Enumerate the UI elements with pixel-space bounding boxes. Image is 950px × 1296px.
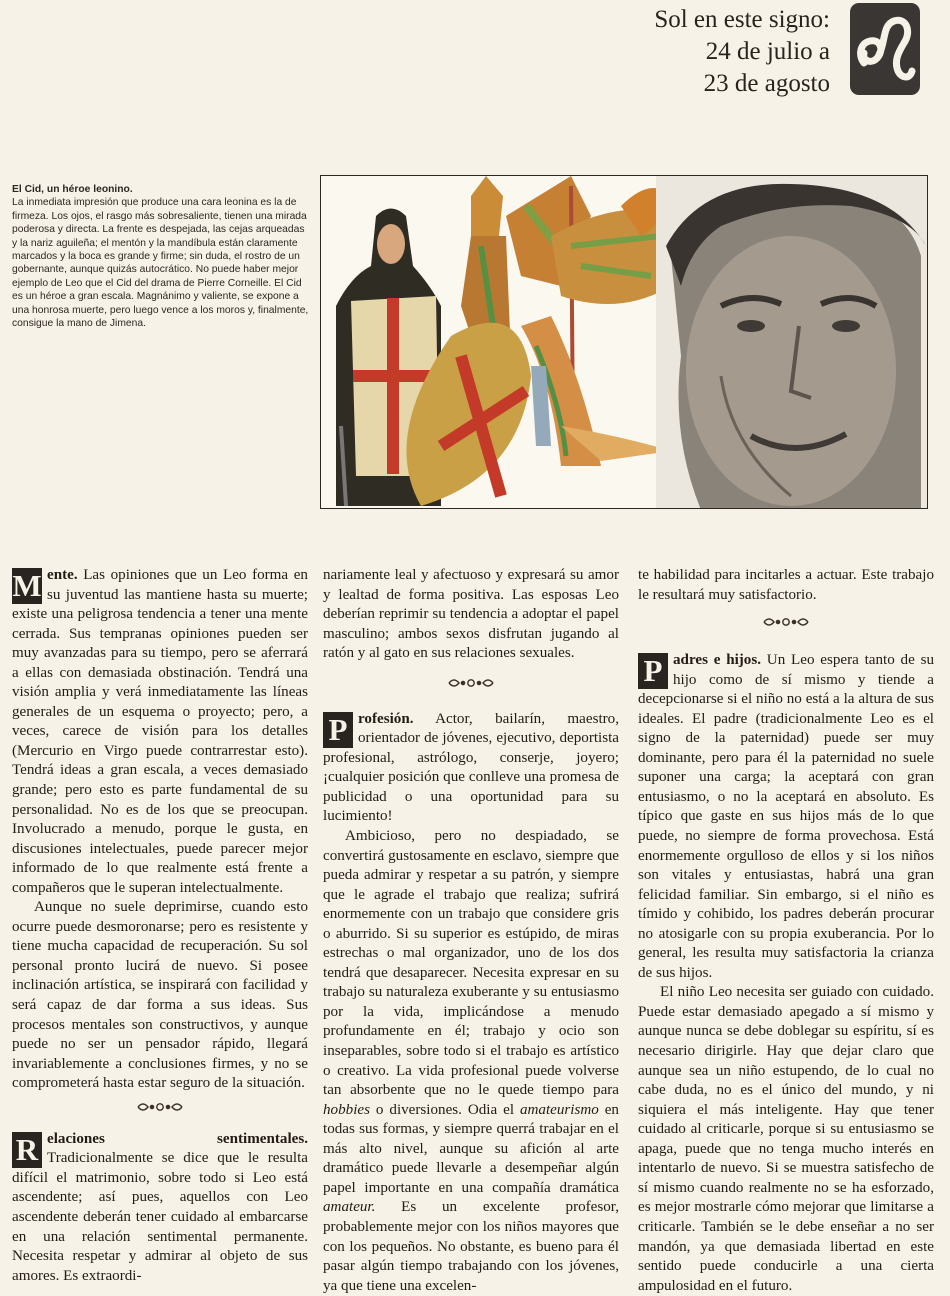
el-cid-artwork xyxy=(321,176,928,509)
column-1 xyxy=(12,566,308,1286)
mente-paragraph-2: Aunque no suele deprimirse, cuando esto ocurre puede desmoronarse; pero es resistente y tiene mucha capacidad de recuperación. Su sol personal pronto lucirá de nuevo. Si posee inclinación artística, se inspirará con facilidad y será capaz de dar forma a sus ideas. Sus procesos mentales son constructivos, y aunque puede no ser un pensador rápido, llegará invariablemente a conclusiones firmes, y no se comprometerá hasta estar seguro de la situación. xyxy=(12,899,308,1092)
caption-text: La inmediata impresión que produce una cara leonina es la de firmeza. Los ojos, el rasgo más sobresaliente, tienen una mirada poderosa y directa. La frente es despejada, las cejas arqueadas y la nariz aguileña; el mentón y la mandíbula están claramente marcados y la boca es grande y firme; sin duda, el rostro de un gobernante, aunque quizás autocrático. No puede haber mejor ejemplo de Leo que el Cid del drama de Pierre Corneille. El Cid es un héroe a gran escala. Magnánimo y valiente, se expone a una honrosa muerte, pero luego vence a los moros y, finalmente, consigue la mano de Jimena. xyxy=(12,197,309,330)
column-3 xyxy=(638,566,934,1296)
dropcap-p: P xyxy=(323,712,353,748)
heading-profesion: rofesión. xyxy=(358,710,414,727)
leo-symbol-icon xyxy=(850,3,920,95)
dropcap-m: M xyxy=(12,568,42,603)
section-padres-hijos xyxy=(638,651,934,983)
relaciones-continued: nariamente leal y afectuoso y expresará su amor y lealtad de forma positiva. Las esposas Leo deberían reprimir su tendencia a adoptar el papel masculino; ambos sexos disfrutan jugando al ratón y al gato en sus relaciones sexuales. xyxy=(323,567,619,662)
profesion-paragraph-1: Actor, bailarín, maestro, orientador de jóvenes, ejecutivo, deportista profesional, astrólogo, conserje, joyero; ¡cualquier posición que conlleve una promesa de publicidad o una oportunidad para su lucimiento! xyxy=(323,710,619,825)
italic-amateur: amateur. xyxy=(323,1199,376,1216)
column-2 xyxy=(323,566,619,1296)
profesion-paragraph-2: Ambicioso, pero no despiadado, se convertirá gustosamente en esclavo, siempre que pueda admirar y respetar a su patrón, y siempre que le agrade el trabajo que realiza; sufrirá enormemente con un trabajo que considere gris o aburrido. Si su superior es estúpido, de miras estrechas o mal organizador, uno de los dos tendrá que desaparecer. Necesita expresar en su trabajo su naturaleza exuberante y su entusiasmo por la vida, implicándose a menudo profundamente en él; trabajo y ocio son inseparables, sobre todo si el trabajo es artístico o creativo. La vida profesional puede volverse tan absorbente que no le quede tiempo para hobbies o diversiones. Odia el amateurismo en todas sus formas, y siempre querrá trabajar en el más alto nivel, aunque su afición al arte dramático puede llevarle a desempeñar algún papel importante en una compañía dramática amateur. Es un excelente profesor, probablemente mejor con los niños mayores que con los pequeños. No obstante, es bueno para él pasar algún tiempo trabajando con los jóvenes, ya que tiene una excelen- xyxy=(323,828,619,1294)
heading-relaciones: elaciones sentimentales. xyxy=(47,1130,308,1147)
section-mente xyxy=(12,566,308,898)
italic-amateurismo: amateurismo xyxy=(519,1101,599,1118)
header-line-2: 24 de julio a xyxy=(705,38,830,65)
section-profesion xyxy=(323,710,619,827)
section-relaciones xyxy=(12,1130,308,1286)
header-line-1: Sol en este signo: xyxy=(654,6,830,33)
relaciones-paragraph-1: Tradicionalmente se dice que le resulta difícil el matrimonio, sobre todo si Leo está ascendente; así pues, aquellos con Leo ascendente deberán tener cuidado al embarcarse en una relación sentimental permanente. Necesita respetar y admirar al objeto de sus amores. Es extraordi- xyxy=(12,1150,308,1284)
sun-dates-header xyxy=(654,4,830,100)
ornament-divider xyxy=(323,676,619,696)
padres-paragraph-2: El niño Leo necesita ser guiado con cuidado. Puede estar demasiado apegado a sí mismo y aunque nunca se debe doblegar su espíritu, sí es necesario dirigirle. Hay que dejar claro que aunque sea un niño estupendo, de lo cual no cabe duda, no es el único del mundo, y ni siquiera el más inteligente. Hay que tener cuidado al criticarle, porque si su entusiasmo se apaga, puede que no tenga mucho interés en intentarlo de nuevo. Si se muestra satisfecho de sí mismo cuando realmente no se ha esforzado, es mejor mostrarle cómo mejorar que limitarse a criticarle. También se le debe enseñar a no ser mandón, ya que demasiada libertad en este sentido puede conducirle a una cierta ampulosidad en el futuro. xyxy=(638,984,934,1294)
illustration-caption xyxy=(12,183,312,330)
italic-hobbies: hobbies xyxy=(323,1101,370,1118)
dropcap-p: P xyxy=(638,653,668,689)
mente-paragraph-1: Las opiniones que un Leo forma en su juventud las mantiene hasta su muerte; existe una peligrosa tendencia a tener una mente cerrada. Sus tempranas opiniones pueden ser muy avanzadas para su tiempo, pero se aferrará a ellas con demasiada obstinación. Tendrá una visión amplia y verá inmediatamente las líneas generales de un esquema o proyecto; pero, a veces, carece de visión para los detalles (Mercurio en Virgo puede contrarrestar esto). Tendrá ideas a gran escala, a veces demasiado grande; pero esto es parte fundamental de su personalidad. No es de los que se preocupan. Involucrado a menudo, porque le gusta, en discusiones intelectuales, puede parecer mejor informado de lo que realmente está frente a compañeros que le superan intelectualmente. xyxy=(12,567,308,896)
header-line-3: 23 de agosto xyxy=(703,70,830,97)
dropcap-r: R xyxy=(12,1132,42,1168)
padres-paragraph-1: Un Leo espera tanto de su hijo como de sí mismo y tiende a decepcionarse si el niño no está a la altura de sus ideales. El padre (tradicionalmente Leo es el signo de la paternidad) puede ser muy dominante, pero para él la paternidad no suele suponer una carga; la aceptará con gran entusiasmo, o no la aceptará en absoluto. Es típico que gaste en sus hijos más de lo que puede, no siempre de forma provechosa. Está enormemente orgulloso de ellos y si los niños son vitales y entusiastas, habrá una gran felicidad familiar. Sin embargo, si el niño es tímido y cohibido, los padres deberán procurar no atosigarle con su propia exuberancia. Por lo general, les resulta muy satisfactoria la crianza de sus hijos. xyxy=(638,652,934,981)
heading-padres-hijos: adres e hijos. xyxy=(673,652,762,669)
leo-sign-badge xyxy=(850,3,920,95)
heading-mente: ente. xyxy=(47,567,78,583)
ornament-divider xyxy=(12,1100,308,1120)
el-cid-illustration xyxy=(320,175,928,509)
caption-title: El Cid, un héroe leonino. xyxy=(12,184,133,195)
ornament-divider xyxy=(638,615,934,635)
profesion-continued: te habilidad para incitarles a actuar. Este trabajo le resultará muy satisfactorio. xyxy=(638,567,934,603)
portrait-photo xyxy=(656,176,928,509)
